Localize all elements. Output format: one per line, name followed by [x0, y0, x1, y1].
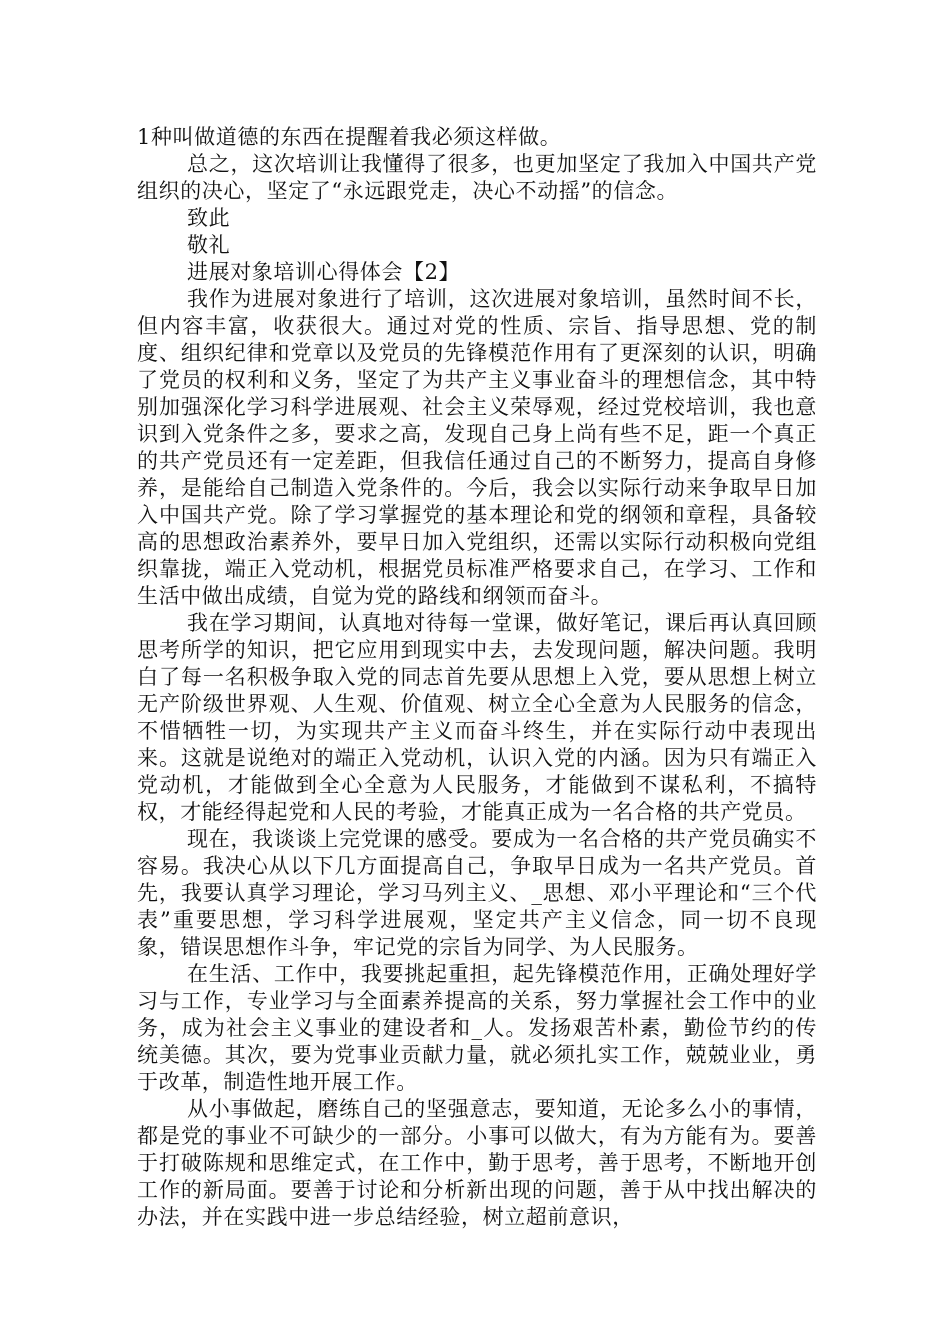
- continued-line: 1种叫做道德的东西在提醒着我必须这样做。: [137, 125, 562, 149]
- salutation-line: 敬礼: [187, 233, 231, 257]
- body-paragraph-5: 从小事做起，磨练自己的坚强意志，要知道，无论多么小的事情，都是党的事业不可缺少的一部分。小事可以做大，有为方能有为。要善于打破陈规和思维定式，在工作中，勤于思考，善于思考，不断地开创工作的新局面。要善于讨论和分析新出现的问题，善于从中找出解决的办法，并在实践中进一步总结经验，树立超前意识，: [137, 1097, 817, 1229]
- closing-line: 致此: [187, 206, 231, 230]
- body-paragraph-2: 我在学习期间，认真地对待每一堂课，做好笔记，课后再认真回顾思考所学的知识，把它应用到现实中去，去发现问题，解决问题。我明白了每一名积极争取入党的同志首先要从思想上入党，要从思想上树立无产阶级世界观、人生观、价值观、树立全心全意为人民服务的信念，不惜牺牲一切，为实现共产主义而奋斗终生，并在实际行动中表现出来。这就是说绝对的端正入党动机，认识入党的内涵。因为只有端正入党动机，才能做到全心全意为人民服务，才能做到不谋私利，不搞特权，才能经得起党和人民的考验，才能真正成为一名合格的共产党员。: [137, 611, 817, 824]
- body-paragraph-3: 现在，我谈谈上完党课的感受。要成为一名合格的共产党员确实不容易。我决心从以下几方面提高自己，争取早日成为一名共产党员。首先，我要认真学习理论，学习马列主义、_思想、邓小平理论和“三个代表”重要思想，学习科学进展观，坚定共产主义信念，同一切不良现象，错误思想作斗争，牢记党的宗旨为同学、为人民服务。: [137, 827, 817, 959]
- section-title: 进展对象培训心得体会【2】: [187, 260, 461, 284]
- body-paragraph-4: 在生活、工作中，我要挑起重担，起先锋模范作用，正确处理好学习与工作，专业学习与全面素养提高的关系，努力掌握社会工作中的业务，成为社会主义事业的建设者和_人。发扬艰苦朴素，勤俭节约的传统美德。其次，要为党事业贡献力量，就必须扎实工作，兢兢业业，勇于改革，制造性地开展工作。: [137, 962, 817, 1094]
- summary-paragraph: 总之，这次培训让我懂得了很多，也更加坚定了我加入中国共产党组织的决心，坚定了“永远跟党走，决心不动摇”的信念。: [137, 152, 817, 203]
- document-body: [137, 124, 817, 1231]
- body-paragraph-1: 我作为进展对象进行了培训，这次进展对象培训，虽然时间不长，但内容丰富，收获很大。通过对党的性质、宗旨、指导思想、党的制度、组织纪律和党章以及党员的先锋模范作用有了更深刻的认识，明确了党员的权利和义务，坚定了为共产主义事业奋斗的理想信念，其中特别加强深化学习科学进展观、社会主义荣辱观，经过党校培训，我也意识到入党条件之多，要求之高，发现自己身上尚有些不足，距一个真正的共产党员还有一定差距，但我信任通过自己的不断努力，提高自身修养，是能给自己制造入党条件的。今后，我会以实际行动来争取早日加入中国共产党。除了学习掌握党的基本理论和党的纲领和章程，具备较高的思想政治素养外，要早日加入党组织，还需以实际行动积极向党组织靠拢，端正入党动机，根据党员标准严格要求自己，在学习、工作和生活中做出成绩，自觉为党的路线和纲领而奋斗。: [137, 287, 817, 608]
